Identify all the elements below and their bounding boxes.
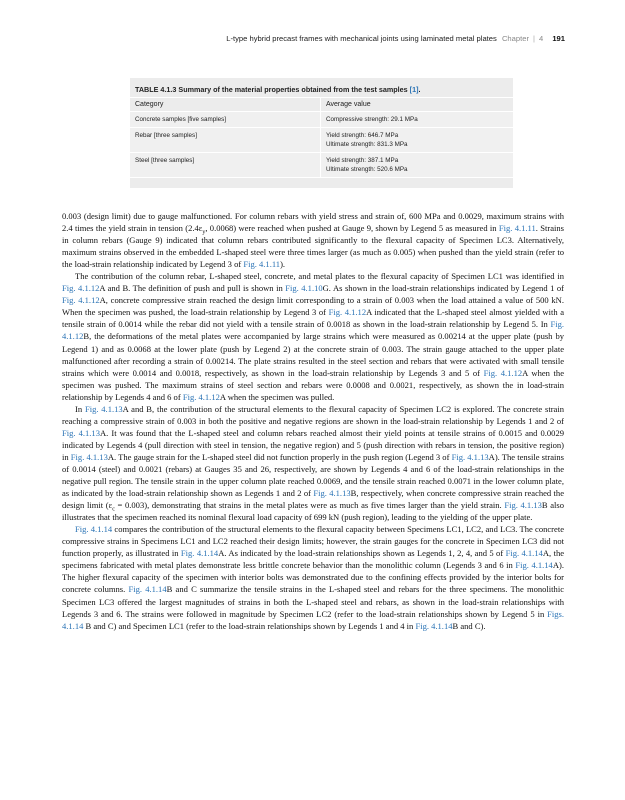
text-span: A when the specimen was pushed. The maximum strains of steel section and rebars were 0.0008 and 0.0021, respectively, as shown the in load-strain relationship by Legends 4 and 6 of [62, 367, 564, 402]
table-row [130, 152, 513, 177]
text-span: . Strains in column rebars (Gauge 9) indicated that column rebars contributed significantly to the flexural capacity of Specimen LC3. Alternatively, maximum strains observed in the embedded L-shaped steel were three times larger (as much as 0.005) when pushed than the yield strain (refer to the load-strain relationship indicated by Legend 3 of [62, 223, 564, 270]
value-line: Yield strength: 387.1 MPa [326, 157, 399, 164]
figure-link[interactable]: Fig. 4.1.13 [504, 500, 542, 511]
text-span: , 0.0068) were reached when pushed at Gauge 9, shown by Legend 5 as measured in [205, 223, 499, 234]
text-span: compares the contribution of the structural elements to the flexural capacity between Specimens LC1, LC2, and LC3. The concrete compressive strains in Specimens LC1 and LC2 reached their design limits; however, the strain gauges for the concrete in Specimen LC3 did not function properly, as illustrated in [62, 524, 564, 559]
value-line: Compressive strength: 29.1 MPa [326, 116, 418, 123]
text-span: In [75, 403, 85, 414]
column-header-category: Category [130, 98, 321, 111]
figure-link[interactable]: Fig. 4.1.12 [62, 295, 100, 306]
text-span: G. As shown in the load-strain relationships indicated by Legend 1 of [322, 283, 564, 294]
header-separator: | [532, 34, 535, 43]
figure-link[interactable]: Fig. 4.1.13 [313, 488, 351, 499]
text-span: B and C). [452, 620, 486, 631]
column-header-average-value: Average value [326, 101, 371, 108]
chapter-number: 4 [538, 34, 544, 43]
paragraph [62, 270, 564, 403]
figure-link[interactable]: Fig. 4.1.12 [62, 283, 100, 294]
text-span: = 0.003), demonstrating that strains in the metal plates were as much as five times larger than the yield strain. [114, 500, 505, 511]
body-text [62, 210, 564, 632]
category-cell: Concrete samples [five samples] [130, 112, 321, 127]
average-value-cell [321, 153, 513, 177]
text-span: A and B. The definition of push and pull is shown in [99, 283, 286, 294]
category-cell: Steel [three samples] [130, 153, 321, 177]
text-span: B and C summarize the tensile strains in the L-shaped steel and rebars for the three specimens. The monolithic Specimen LC3 offered the largest magnitudes of strains in both the L-shaped steel and rebars, as shown in the load-strain relationships with Legends 3 and 6. The strains were followed in magnitude by Specimen LC2 (refer to the load-strain relationships shown by Legend 5 in [62, 584, 564, 619]
text-span: A, the specimens fabricated with metal plates demonstrate less brittle concrete behavior than the monolithic column (Legends 3 and 6 in [62, 548, 565, 571]
paragraph [62, 210, 564, 270]
text-span: B also illustrates that the specimen reached its nominal flexural load capacity of 699 kN (push region), leading to the yielding of the upper plate. [62, 500, 565, 523]
value-line: Yield strength: 646.7 MPa [326, 132, 399, 139]
page-number: 191 [552, 34, 565, 43]
figure-link[interactable]: Fig. 4.1.13 [451, 451, 489, 462]
figure-link[interactable]: Fig. 4.1.14 [128, 584, 167, 595]
text-span: A. The gauge strain for the L-shaped steel did not function properly in the push region (Legend 3 of [107, 451, 452, 462]
value-line: Ultimate strength: 831.3 MPa [326, 141, 408, 148]
text-span: B, the deformations of the metal plates were accompanied by large strains which were measured as 0.00214 at the upper plate (push by Legend 1) and as 0.0068 at the lower plate (push by Legend 2) at the concrete strain of 0.003. The strain gauge attached to the upper plate malfunctioned after recording a strain of 0.00214. The plate strains resulted in the steel section and rebars that were activated with small tensile strains which were 0.0014 and 0.0018, respectively, as shown in the load-strain relationship by Legends 3 and 5 of [62, 331, 564, 378]
text-span: B and C) and Specimen LC1 (refer to the load-strain relationships shown by Legends 1 and 4 in [83, 620, 416, 631]
citation-link[interactable]: [1] [409, 85, 419, 94]
value-line: Ultimate strength: 520.6 MPa [326, 166, 408, 173]
text-span: B, respectively, when concrete compressive strain reached the design limit (ε [62, 488, 564, 511]
figure-link[interactable]: Fig. 4.1.12 [62, 319, 564, 342]
table-row [130, 127, 513, 152]
running-header [60, 34, 565, 43]
figure-link[interactable]: Fig. 4.1.10 [285, 283, 323, 294]
text-span: A and B, the contribution of the structural elements to the flexural capacity of Specimen LC2 is explored. The concrete strain reaching a compressive strain of 0.003 in both the positive and negative regions are shown in the load-strain relationship by Legends 1 and 2 of [62, 403, 564, 426]
material-properties-table [130, 78, 513, 188]
table-title: TABLE 4.1.3 Summary of the material properties obtained from the test samples [135, 85, 410, 94]
paragraph [62, 523, 564, 631]
category-cell: Rebar [three samples] [130, 128, 321, 152]
table-header-row [130, 97, 513, 111]
figure-link[interactable]: Fig. 4.1.12 [182, 391, 220, 402]
text-span: The contribution of the column rebar, L-shaped steel, concrete, and metal plates to the flexural capacity of Specimen LC1 was identified in [75, 271, 564, 282]
figure-link[interactable]: Fig. 4.1.13 [70, 451, 108, 462]
table-title-end: . [418, 85, 421, 94]
figure-link[interactable]: Fig. 4.1.14 [515, 560, 553, 571]
text-span: A. It was found that the L-shaped steel and column rebars reached almost their yield points at tensile strains of 0.0015 and 0.0029 indicated by Legends 4 (pull direction with steel in tension, the negative region) and 5 (push direction with rebars in tension, the positive region) in [62, 427, 564, 462]
table-footer [130, 177, 513, 188]
figure-link[interactable]: Fig. 4.1.13 [62, 427, 100, 438]
figure-link[interactable]: Fig. 4.1.13 [84, 403, 123, 414]
figure-link[interactable]: Fig. 4.1.14 [505, 548, 543, 559]
figure-link[interactable]: Fig. 4.1.12 [328, 307, 367, 318]
text-span: ). [280, 259, 286, 270]
text-span: A). The tensile strains of 0.0014 (steel) and 0.0021 (rebars) at Gauges 35 and 26, respectively, are shown by Legends 4 and 6 of the load-strain relationships in the negative pull region. The tensile strain in the upper column plate reached 0.0069, and the tensile strain reached 0.0071 in the lower column plate, as indicated by the load-strain relationship shown as Legends 1 and 2 of [62, 451, 564, 499]
text-span: A indicated that the L-shaped steel almost yielded with a tensile strain of 0.0014 while the rebar did not yield with a tensile strain of 0.0018 as shown in the load-strain relationship by Legend 5. In [62, 307, 564, 330]
text-span: A when the specimen was pulled. [219, 391, 335, 402]
paragraph [62, 403, 564, 523]
average-value-cell [321, 128, 513, 152]
figure-link[interactable]: Fig. 4.1.14 [415, 620, 453, 631]
text-span: 0.003 (design limit) due to gauge malfunctioned. For column rebars with yield stress and strain of, 600 MPa and 0.0029, maximum strains with 2.4 times the yield strain in tension (2.4ε [62, 211, 564, 234]
figure-link[interactable]: Fig. 4.1.11 [243, 259, 281, 270]
figure-link[interactable]: Figs. 4.1.14 [62, 608, 564, 631]
figure-link[interactable]: Fig. 4.1.11 [498, 223, 536, 234]
subscript: c [112, 506, 115, 513]
text-span: A. As indicated by the load-strain relationships shown as Legends 1, 2, 4, and 5 of [218, 548, 506, 559]
figure-link[interactable]: Fig. 4.1.14 [75, 524, 113, 535]
subscript: y [202, 229, 206, 236]
text-span: A, concrete compressive strain reached the design limit corresponding to a strain of 0.003 when the load attained a value of 500 kN. When the specimen was pushed, the load-strain relationship by Legend 3 of [62, 295, 564, 318]
table-row [130, 111, 513, 127]
table-caption [130, 78, 513, 97]
chapter-label: Chapter [501, 34, 529, 43]
running-title: L-type hybrid precast frames with mechanical joints using laminated metal plates [226, 34, 497, 43]
text-span: A). The higher flexural capacity of the specimen with interior bolts was demonstrated due to the confining effects provided by the interior bolts for concrete columns. [62, 560, 564, 595]
figure-link[interactable]: Fig. 4.1.12 [483, 367, 523, 378]
average-value-cell [321, 112, 513, 127]
figure-link[interactable]: Fig. 4.1.14 [180, 548, 219, 559]
